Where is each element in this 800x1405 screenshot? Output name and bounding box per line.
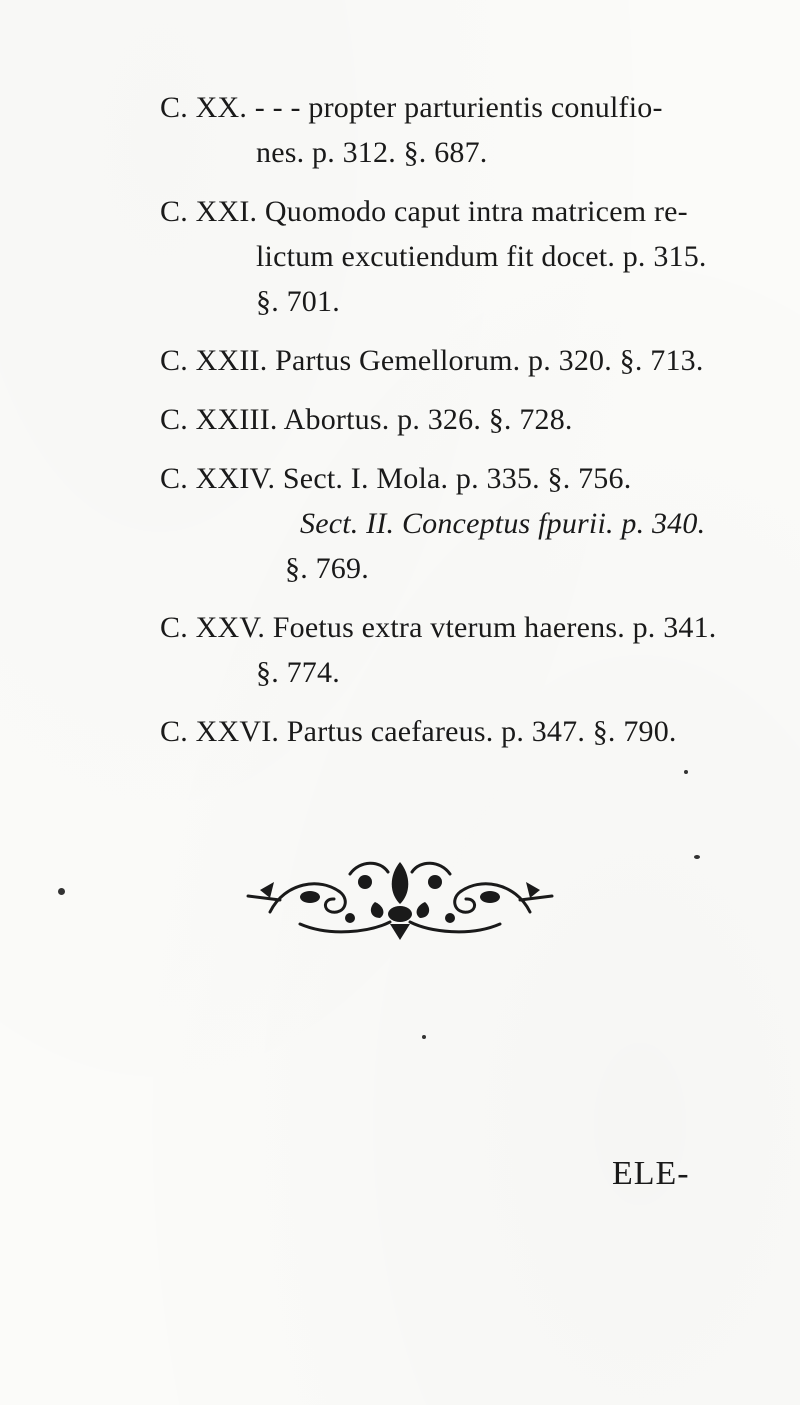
chapter-23-line-1: C. XXIII. Abortus. p. 326. §. 728. <box>160 403 573 436</box>
chapter-23-entry <box>0 397 800 442</box>
chapter-25-line-2: §. 774. <box>256 656 340 689</box>
chapter-26-entry <box>0 709 800 754</box>
chapter-22-entry <box>0 338 800 383</box>
table-of-contents <box>0 85 800 768</box>
chapter-25-entry <box>0 605 800 695</box>
ink-speck <box>684 770 688 774</box>
chapter-20-entry <box>0 85 800 175</box>
chapter-20-line-1: C. XX. - - - propter parturientis conulfio- <box>160 91 663 124</box>
ink-speck <box>422 1035 426 1039</box>
chapter-21-line-2: lictum excutiendum fit docet. p. 315. <box>256 240 707 273</box>
chapter-24-entry <box>0 456 800 591</box>
ink-speck <box>694 855 700 859</box>
chapter-24-line-2: Sect. II. Conceptus fpurii. p. 340. <box>300 507 706 540</box>
chapter-20-line-2: nes. p. 312. §. 687. <box>256 136 488 169</box>
chapter-21-line-1: C. XXI. Quomodo caput intra matricem re- <box>160 195 688 228</box>
chapter-26-line-1: C. XXVI. Partus caefareus. p. 347. §. 790. <box>160 715 677 748</box>
chapter-21-line-3: §. 701. <box>256 285 340 318</box>
chapter-24-line-1: C. XXIV. Sect. I. Mola. p. 335. §. 756. <box>160 462 632 495</box>
ink-speck <box>58 888 65 895</box>
chapter-24-line-3: §. 769. <box>285 552 369 585</box>
chapter-21-entry <box>0 189 800 324</box>
chapter-25-line-1: C. XXV. Foetus extra vterum haerens. p. 341. <box>160 611 717 644</box>
floral-tailpiece-icon <box>240 852 560 944</box>
chapter-22-line-1: C. XXII. Partus Gemellorum. p. 320. §. 713. <box>160 344 704 377</box>
catchword: ELE- <box>612 1155 690 1192</box>
